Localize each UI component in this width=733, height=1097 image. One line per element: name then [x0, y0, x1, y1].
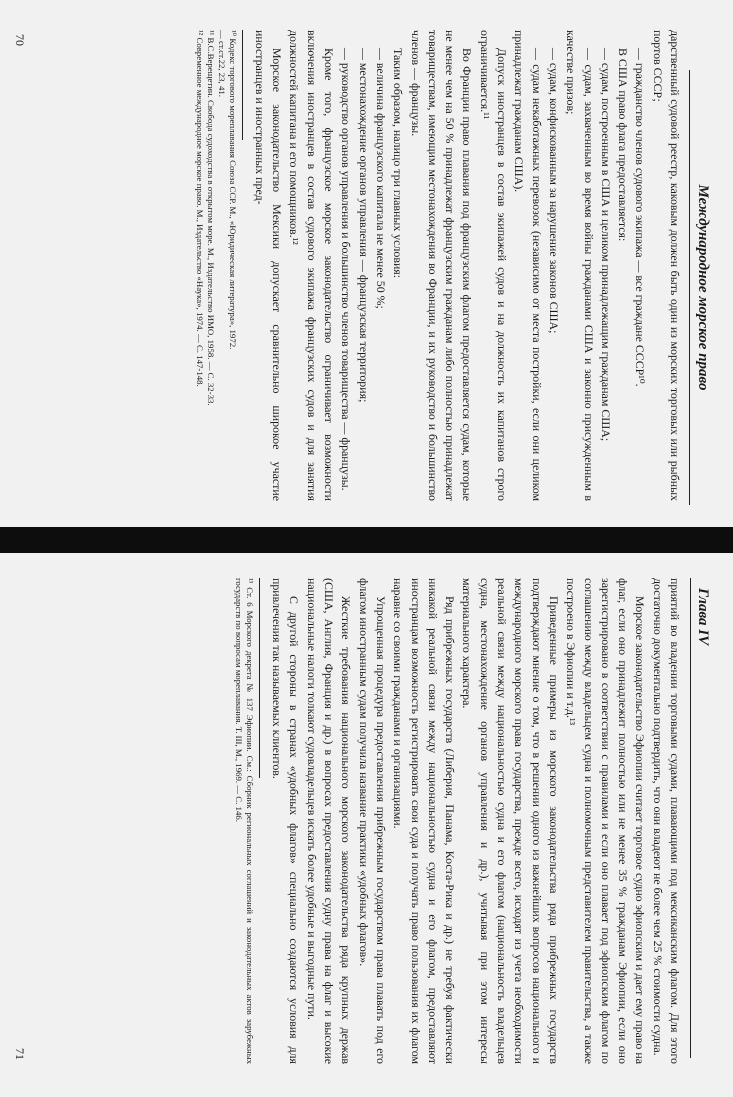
- footnote-divider: [242, 30, 243, 140]
- right-running-head: Глава IV: [695, 588, 711, 646]
- paragraph: — величина французского капитала не менее 50 %;: [373, 48, 388, 309]
- paragraph: Во Франции право плавания под французским флагом предоставляется судам, которые не менее чем на 50 % принадлежат французским гражданам либо полностью принадлежат товариществам, имеющим местонахождения во Франции, и их руководство и большинство членов — французы.: [408, 30, 475, 501]
- header-divider: [690, 578, 691, 1058]
- paragraph: — судам, построенным в США и целиком принадлежащим гражданам США;: [598, 48, 613, 442]
- paragraph: дарственный судовой реестр, каковым должен быть один из морских торговых или рыбных портов СССР;: [650, 30, 682, 501]
- paragraph: приятий во владении торговыми судами, плавающими под мексиканским флагом. Для этого достаточно документально подтвердить, что они владеют не более чем 25 % стоимости судна.: [650, 578, 682, 1064]
- footnote: ¹⁰ Кодекс торгового мореплавания Союза ССР. М., «Юридическая литература», 1972.: [227, 30, 238, 350]
- footnote: ¹³ Ст. 6 Морского декрета № 137 Эфиопии. См.: Сборник региональных соглашений и законодательных актов зарубежных государств по вопросам мореплавания. Т. III, М., 1969. — С. 146.: [233, 578, 255, 1064]
- right-body-text: [233, 578, 683, 1064]
- paragraph: — судам, захваченным во время войны гражданами США и законно присужденным в качестве призов;: [564, 30, 596, 501]
- paragraph: — гражданство членов судового экипажа — все граждане СССР¹⁰.: [633, 48, 648, 387]
- paragraph: Жесткие требования национального морского законодательства ряда крупных держав (США, Англия, Франция и др.) в вопросах предоставления судну права на флаг и высокие национальные налоги толкают судовладельцев искать более удобные и выгодные пути.: [304, 578, 354, 1064]
- paragraph: Допуск иностранцев в состав экипажей судов и на должность их капитанов строго ограничивается.¹¹: [477, 30, 510, 501]
- paragraph: Ряд прибрежных государств (Либерия, Панама, Коста-Рика и др.) не требуя фактически никакой реальной связи между национальностью судна и его флагом, предоставляют иностранцам возможность регистрировать свои суда и получать право пользования их флагом наравне со своими гражданами и организациями.: [391, 578, 458, 1064]
- paragraph: Таким образом, налицо три главных условия:: [391, 48, 406, 279]
- right-page: [0, 558, 733, 1088]
- paragraph: — судам некаботажных перевозок (независимо от места постройки, если они целиком принадлежат гражданам США).: [512, 30, 544, 501]
- right-page-number: 71: [13, 1048, 27, 1060]
- footnote: — ст.ст.22, 23, 41.: [216, 30, 227, 97]
- paragraph: Упрощенная процедура предоставления прибрежным государством права плавать под его флагом иностранным судам получила название практики «удобных флагов».: [356, 578, 388, 1064]
- footnote: ¹² Современное международное морское право. М., Издательство «Наука», 1974. — С. 147-148.: [194, 30, 205, 387]
- paragraph: Морское законодательство Эфиопии считает торговое судно эфиопским и дает ему право на флаг, если оно принадлежит полностью или не менее 35 % гражданам Эфиопии, если оно зарегистрировано в соответствии с правилами и если оно плавает под эфиопским флагом по соглашению между владельцем судна и полномочным представителем правительства, а также построено в Эфиопии и т.д.¹³: [564, 578, 648, 1064]
- left-running-head: Международное морское право: [689, 70, 711, 505]
- footnote: ¹¹ В.С.Верещетин. Свобода судоходства в открытом море. М., Издательство ИМО, 1958. — С. 32-33.: [205, 30, 216, 406]
- book-gutter: [0, 527, 733, 553]
- footnote-divider: [259, 578, 260, 778]
- paragraph: — руководство органов управления и большинство членов товарищества — французы.: [339, 48, 354, 491]
- left-page: [0, 10, 733, 525]
- paragraph: — местонахождение органов управления — французская территория;: [356, 48, 371, 403]
- paragraph: Кроме того, французское морское законодательство ограничивает возможности включения иностранцев в состав судового экипажа французских судов и для занятия должностей капитана и его помощников.¹²: [287, 30, 337, 501]
- paragraph: В США право флага предоставляется:: [616, 48, 631, 242]
- left-page-number: 70: [13, 34, 27, 46]
- paragraph: — судам, конфискованным за нарушение законов США;: [546, 48, 561, 334]
- paragraph: С другой стороны в странах «удобных флагов» специально создаются условия для привлечения так называемых клиентов.: [270, 578, 302, 1064]
- paragraph: Морское законодательство Мексики допускает сравнительно широкое участие иностранцев и иностранных пред-: [252, 30, 285, 501]
- paragraph: Приведенные примеры из морского законодательства ряда прибрежных государств подтверждают мнение о том, что в решении одного из важнейших вопросов национального и международного морского права государства, прежде всего, исходят из учета необходимости реальной связи между национальностью судна и его флагом (национальность владельцев судна, местонахождение органов управления и др.), учитывая при этом интересы материального характера.: [460, 578, 561, 1064]
- left-body-text: [194, 30, 683, 501]
